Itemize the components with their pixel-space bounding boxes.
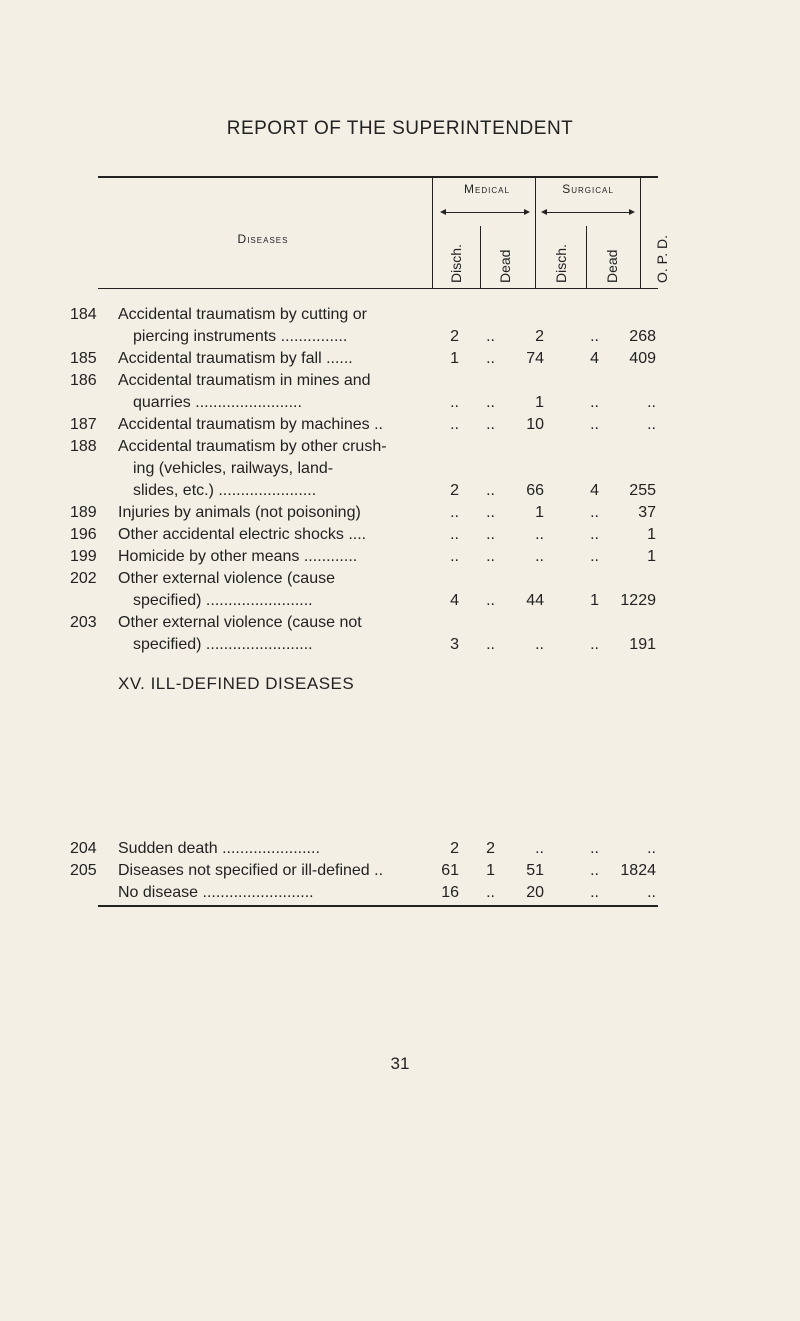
disease-description: specified) ........................ [133,636,313,653]
disease-code: 189 [70,504,97,521]
surg-disch-cell: 20 [526,884,544,901]
table-row [0,502,800,524]
disease-description: Injuries by animals (not poisoning) [118,504,361,521]
disease-description: No disease ......................... [118,884,314,901]
med-dead-cell: .. [486,592,495,609]
table-row [0,838,800,860]
surg-disch-cell: 74 [526,350,544,367]
med-disch-cell: 2 [450,840,459,857]
disease-code: 188 [70,438,97,455]
group-surgical-header: Surgical [562,182,614,196]
opd-cell: 268 [629,328,656,345]
section-title: XV. ILL-DEFINED DISEASES [118,674,355,693]
surg-disch-cell: .. [535,548,544,565]
opd-cell: .. [647,416,656,433]
disease-code: 186 [70,372,97,389]
opd-cell: 1 [647,526,656,543]
table-row [0,546,800,568]
med-disch-cell: 61 [441,862,459,879]
disease-description: Accidental traumatism by machines .. [118,416,383,433]
surg-disch-cell: .. [535,840,544,857]
column-divider [432,176,433,289]
med-disch-cell: .. [450,394,459,411]
disease-code: 202 [70,570,97,587]
med-disch-cell: 3 [450,636,459,653]
disease-description: Homicide by other means ............ [118,548,358,565]
surg-disch-cell: 10 [526,416,544,433]
arrow-right-icon [629,209,635,215]
med-disch-cell: .. [450,548,459,565]
surg-disch-cell: 1 [535,394,544,411]
med-dead-cell: 1 [486,862,495,879]
disease-code: 199 [70,548,97,565]
med-disch-cell: 16 [441,884,459,901]
column-divider [586,226,587,289]
surg-dead-cell: .. [590,394,599,411]
surg-dead-cell: .. [590,548,599,565]
disease-code: 205 [70,862,97,879]
surgical-span-line [546,212,630,213]
table-bottom-rule [98,905,658,907]
med-dead-cell: 2 [486,840,495,857]
surg-dead-cell: .. [590,328,599,345]
surg-disch-cell: 44 [526,592,544,609]
table-row [0,480,800,502]
page-title: REPORT OF THE SUPERINTENDENT [226,118,574,139]
opd-header: O. P. D. [654,235,670,283]
opd-cell: 191 [629,636,656,653]
opd-cell: 409 [629,350,656,367]
disease-description: Diseases not specified or ill-defined .. [118,862,384,879]
table-row [0,612,800,634]
table-row [0,392,800,414]
table-row [0,326,800,348]
opd-cell: .. [647,884,656,901]
table-row [0,882,800,904]
med-disch-cell: .. [450,416,459,433]
surg-disch-cell: 1 [535,504,544,521]
disease-code: 184 [70,306,97,323]
surg-disch-cell: .. [535,526,544,543]
med-dead-cell: .. [486,504,495,521]
disease-description: Other accidental electric shocks .... [118,526,367,543]
disease-description: piercing instruments ............... [133,328,348,345]
page-number: 31 [390,1054,410,1073]
disease-code: 204 [70,840,97,857]
surg-dead-cell: 4 [590,482,599,499]
med-disch-cell: .. [450,526,459,543]
surg-dead-cell: .. [590,526,599,543]
disease-description: Accidental traumatism in mines and [118,372,371,389]
med-disch-cell: .. [450,504,459,521]
med-dead-header: Dead [497,249,513,283]
med-dead-cell: .. [486,526,495,543]
disease-description: Other external violence (cause not [118,614,362,631]
table-row [0,568,800,590]
disease-description: Accidental traumatism by other crush- [118,438,387,455]
disease-description: Sudden death ...................... [118,840,320,857]
column-divider [640,176,641,289]
opd-cell: 1824 [620,862,656,879]
table-row [0,436,800,458]
arrow-right-icon [524,209,530,215]
med-disch-cell: 2 [450,328,459,345]
med-disch-header: Disch. [448,244,464,283]
med-dead-cell: .. [486,394,495,411]
med-dead-cell: .. [486,884,495,901]
surg-disch-cell: 51 [526,862,544,879]
med-dead-cell: .. [486,416,495,433]
column-divider [480,226,481,289]
table-header-rule [98,288,658,289]
disease-description: slides, etc.) ...................... [133,482,317,499]
opd-cell: 37 [638,504,656,521]
arrow-left-icon [541,209,547,215]
arrow-left-icon [440,209,446,215]
opd-cell: 255 [629,482,656,499]
surg-dead-cell: .. [590,636,599,653]
med-dead-cell: .. [486,548,495,565]
disease-description: Other external violence (cause [118,570,335,587]
table-top-rule [98,176,658,178]
surg-dead-cell: .. [590,862,599,879]
opd-cell: .. [647,394,656,411]
med-disch-cell: 1 [450,350,459,367]
disease-code: 196 [70,526,97,543]
surg-dead-cell: 1 [590,592,599,609]
med-dead-cell: .. [486,636,495,653]
med-dead-cell: .. [486,328,495,345]
group-medical-header: Medical [464,182,510,196]
surg-dead-cell: .. [590,504,599,521]
surg-dead-cell: 4 [590,350,599,367]
table-row [0,370,800,392]
surg-dead-header: Dead [604,249,620,283]
disease-code: 203 [70,614,97,631]
disease-description: Accidental traumatism by cutting or [118,306,367,323]
medical-span-line [445,212,525,213]
opd-cell: .. [647,840,656,857]
table-row [0,590,800,612]
disease-code: 185 [70,350,97,367]
surg-disch-cell: 2 [535,328,544,345]
table-row [0,304,800,326]
disease-description: Accidental traumatism by fall ...... [118,350,353,367]
diseases-column-header: Diseases [237,232,289,246]
surg-dead-cell: .. [590,840,599,857]
table-row [0,860,800,882]
med-dead-cell: .. [486,482,495,499]
surg-dead-cell: .. [590,884,599,901]
surg-disch-cell: .. [535,636,544,653]
disease-code: 187 [70,416,97,433]
surg-dead-cell: .. [590,416,599,433]
table-row [0,348,800,370]
table-row [0,524,800,546]
med-disch-cell: 4 [450,592,459,609]
disease-description: specified) ........................ [133,592,313,609]
opd-cell: 1229 [620,592,656,609]
med-disch-cell: 2 [450,482,459,499]
med-dead-cell: .. [486,350,495,367]
disease-description: ing (vehicles, railways, land- [133,460,334,477]
table-row [0,458,800,480]
surg-disch-header: Disch. [553,244,569,283]
table-row [0,414,800,436]
surg-disch-cell: 66 [526,482,544,499]
table-row [0,634,800,656]
disease-description: quarries ........................ [133,394,302,411]
opd-cell: 1 [647,548,656,565]
